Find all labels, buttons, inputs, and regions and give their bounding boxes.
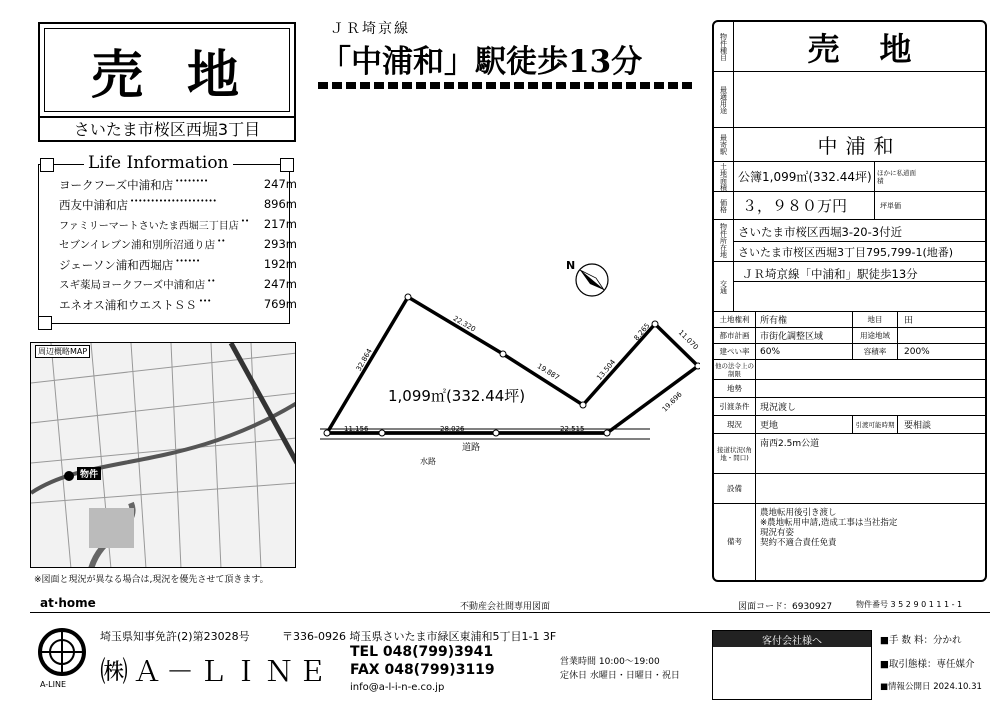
row-usage: 最適用途 — [714, 72, 985, 128]
dim-label: 22.515 — [560, 425, 585, 433]
life-item: スギ薬局ヨークフーズ中浦和店 •• 247m — [59, 277, 297, 291]
corner-square — [280, 158, 294, 172]
dim-label: 19.887 — [535, 362, 561, 382]
license: 埼玉県知事免許(2)第23028号 — [100, 630, 250, 643]
area-map — [30, 342, 296, 568]
life-item: エネオス浦和ウエストＳＳ ••• 769m — [59, 297, 297, 312]
tel: TEL 048(799)3941 — [350, 644, 494, 660]
dim-label: 28.026 — [440, 425, 465, 433]
title-box — [38, 22, 296, 118]
disclaimer-note: ※図面と現況が異なる場合は,現況を優先させて頂きます。 — [34, 575, 269, 585]
page-title: 売地 — [44, 28, 290, 112]
life-info-box — [38, 164, 297, 324]
agent-box — [712, 630, 872, 700]
dim-label: 8.265 — [632, 321, 652, 343]
logo-text: A-LINE — [40, 680, 67, 689]
dim-label: 11.156 — [344, 425, 369, 433]
dim-label: 19.696 — [660, 390, 684, 414]
type-value: 売地 — [807, 29, 952, 68]
email[interactable]: info@a-l-i-n-e.co.jp — [350, 682, 445, 693]
waterway-label: 水路 — [420, 457, 436, 466]
company-name: ㈱Ａ－ＬＩＮＥ — [100, 655, 332, 688]
dim-label: 22.320 — [451, 314, 477, 334]
line-name: ＪＲ埼京線 — [330, 21, 410, 37]
corner-square — [40, 158, 54, 172]
transaction-form: ■取引態様：専任媒介 — [880, 659, 975, 670]
row-other: 他の法令上の制限 — [714, 360, 985, 380]
info-date: ■情報公開日 2024.10.31 — [880, 682, 982, 692]
row-type: 物件種目 売地 — [714, 22, 985, 72]
zumen-code: 図面コード：6930927 — [738, 602, 833, 612]
row-terrain: 地勢 — [714, 380, 985, 398]
station-headline: 「中浦和」駅徒歩13分 — [320, 44, 643, 80]
remarks-list: 農地転用後引き渡し ※農地転用申請,造成工事は当社指定 現況有姿 契約不適合責任免責 — [760, 508, 898, 548]
hours: 営業時間 10:00～19:00 — [560, 657, 660, 667]
compass-icon — [574, 262, 610, 298]
row-road: 接道状況(角地・間口) 南西2.5m公道 — [714, 434, 985, 474]
dim-label: 32.864 — [354, 347, 374, 373]
pin-icon — [64, 471, 74, 481]
property-table — [712, 20, 987, 582]
life-item: 西友中浦和店 ••••••••••••••••••••• 896m — [59, 197, 297, 212]
map-pin: 物件 — [77, 467, 101, 480]
row-city: 都市計画 市街化調整区域 用途地域 — [714, 328, 985, 344]
life-item: ヨークフーズ中浦和店 •••••••• 247m — [59, 177, 297, 192]
fee: ■手 数 料：分かれ — [880, 635, 962, 646]
dim-label: 13.504 — [595, 358, 618, 382]
agent-box-title: 客付会社様へ — [713, 631, 871, 647]
life-item: ファミリーマートさいたま西堀三丁目店 •• 217m — [59, 217, 297, 232]
row-rights: 土地権利 所有権 地目 田 — [714, 312, 985, 328]
life-item: ジェーソン浦和西堀店 •••••• 192m — [59, 257, 297, 272]
map-label: 周辺概略MAP — [35, 345, 90, 358]
row-station: 最寄駅 中浦和 — [714, 128, 985, 162]
holiday: 定休日 水曜日・日曜日・祝日 — [560, 671, 680, 681]
row-remarks: 備考 農地転用後引き渡し ※農地転用申請,造成工事は当社指定 現況有姿 契約不適合責任免責 — [714, 504, 985, 580]
row-handover: 引渡条件 現況渡し — [714, 398, 985, 416]
for-agents: 不動産会社間専用図面 — [460, 602, 551, 612]
company-logo-icon — [36, 626, 88, 678]
life-info-heading: Life Information — [84, 153, 233, 173]
price-value: ３，９８０万円 — [742, 197, 848, 215]
row-area: 土地面積 公簿1,099㎡(332.44坪) ほかに私道面積 — [714, 162, 985, 192]
company-address: 〒336-0926 埼玉県さいたま市緑区東浦和5丁目1-1 3F — [282, 630, 557, 643]
road-label: 道路 — [462, 443, 481, 453]
fax: FAX 048(799)3119 — [350, 662, 495, 678]
row-status: 現況 更地 引渡可能時期 要相談 — [714, 416, 985, 434]
row-traffic: 交通 ＪＲ埼京線「中浦和」駅徒歩13分 — [714, 262, 985, 312]
row-price: 価格 ３，９８０万円 坪単価 — [714, 192, 985, 220]
athome-logo: at·home — [40, 596, 96, 610]
plot-area-label: 1,099㎡(332.44坪) — [388, 387, 526, 405]
row-location: 物件所在地 さいたま市桜区西堀3-20-3付近 さいたま市桜区西堀3丁目795,799-1(地番) — [714, 220, 985, 262]
dim-label: 11.070 — [676, 328, 700, 352]
map-roads — [31, 343, 296, 568]
row-equip: 設備 — [714, 474, 985, 504]
corner-square — [38, 316, 52, 330]
compass-label: N — [566, 259, 576, 272]
bukken-no: 物件番号 3 5 2 9 0 1 1 1 - 1 — [856, 600, 963, 609]
dash-divider — [318, 82, 696, 89]
address-short: さいたま市桜区西堀3丁目 — [38, 116, 296, 142]
life-item: セブンイレブン浦和別所沼通り店 •• 293m — [59, 237, 297, 251]
plot-diagram — [300, 240, 700, 470]
row-bcr: 建ぺい率 60% 容積率 200% — [714, 344, 985, 360]
